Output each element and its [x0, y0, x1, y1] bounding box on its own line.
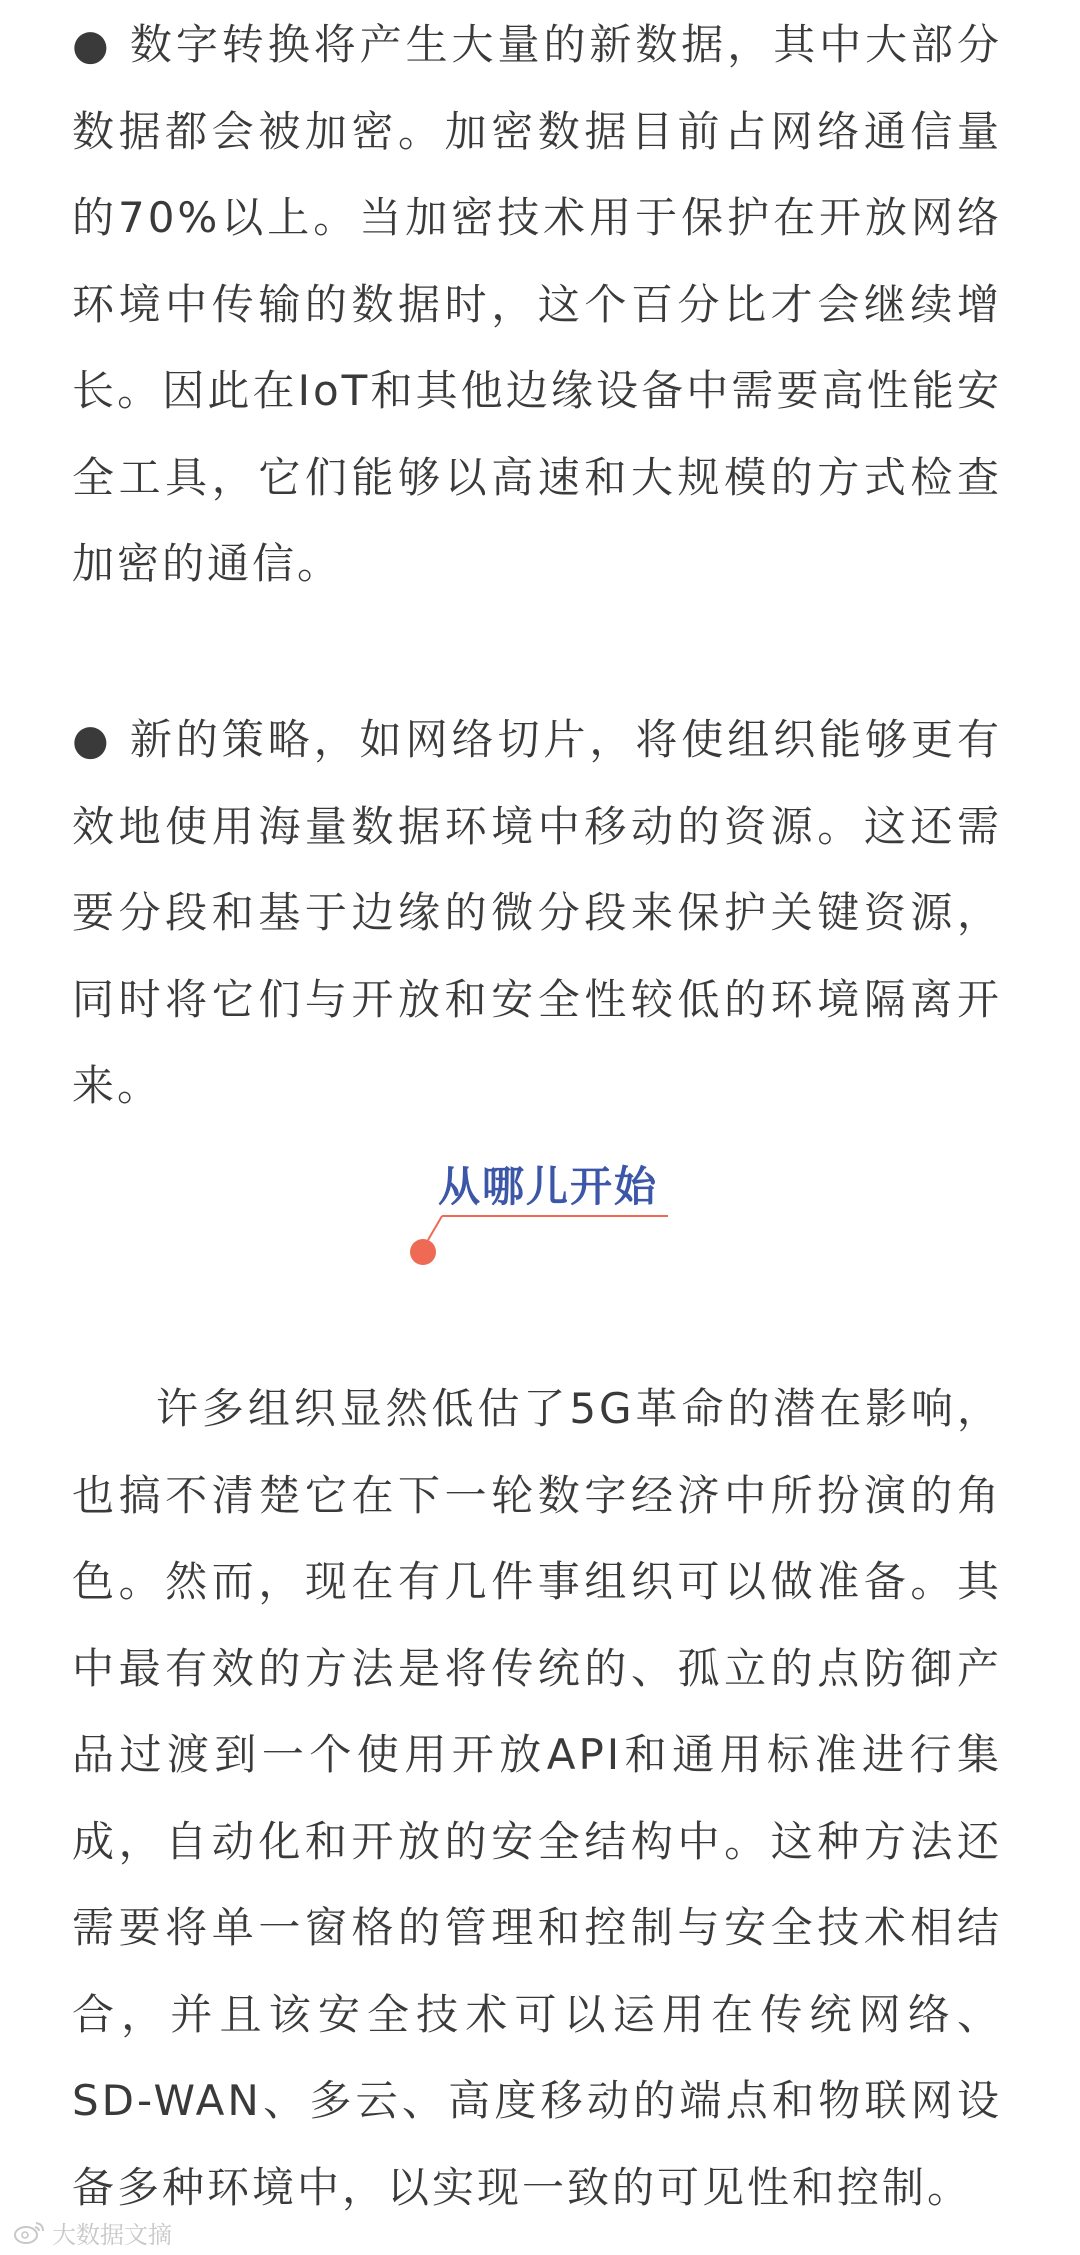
watermark — [12, 2215, 172, 2249]
bullet-paragraph-network-slicing: ● 新的策略，如网络切片，将使组织能够更有效地使用海量数据环境中移动的资源。这还需要分段和基于边缘的微分段来保护关键资源，同时将它们与开放和安全性较低的环境隔离开来。 — [72, 715, 1002, 1110]
watermark-text: 大数据文摘 — [52, 2220, 172, 2249]
section-title: 从哪儿开始 — [438, 1162, 659, 1211]
bullet-paragraph-encryption: ● 数字转换将产生大量的新数据，其中大部分数据都会被加密。加密数据目前占网络通信量的70%以上。当加密技术用于保护在开放网络环境中传输的数据时，这个百分比才会继续增长。因此在IoT和其他边缘设备中需要高性能安全工具，它们能够以高速和大规模的方式检查加密的通信。 — [72, 20, 1002, 588]
heading-connector — [428, 1216, 442, 1240]
body-paragraph-where-to-start: 许多组织显然低估了5G革命的潜在影响，也搞不清楚它在下一轮数字经济中所扮演的角色。然而，现在有几件事组织可以做准备。其中最有效的方法是将传统的、孤立的点防御产品过渡到一个使用开放API和通用标准进行集成，自动化和开放的安全结构中。这种方法还需要将单一窗格的管理和控制与安全技术相结合，并且该安全技术可以运用在传统网络、SD-WAN、多云、高度移动的端点和物联网设备多种环境中，以实现一致的可见性和控制。 — [72, 1384, 1002, 2212]
weibo-logo-icon — [12, 2217, 48, 2247]
accent-dot-icon — [410, 1239, 436, 1265]
section-heading — [0, 1140, 1080, 1280]
